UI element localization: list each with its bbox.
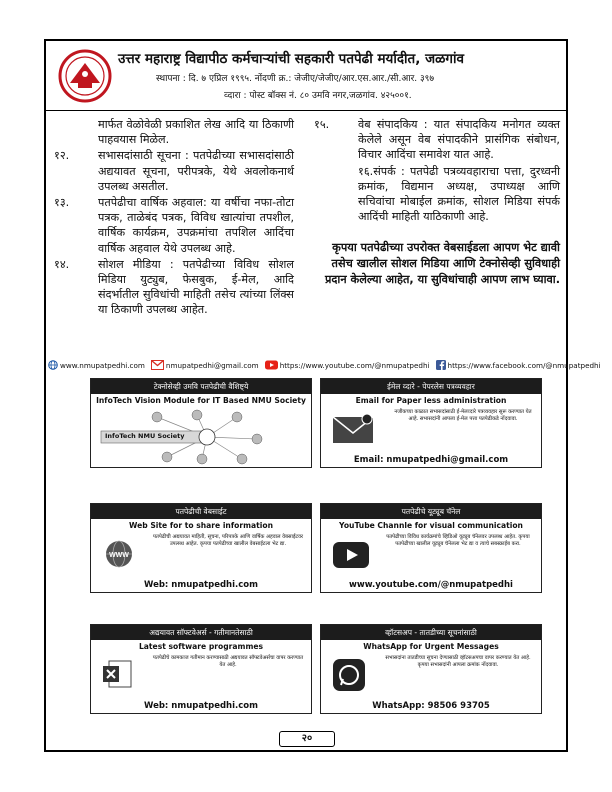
- globe-icon: [48, 360, 58, 370]
- card-paragraph: पतपेढीचे कामकाज गतीमान करण्यासाठी अद्ययावत सॉफ्टवेअर्सचा वापर करण्यात येत आहे.: [152, 655, 304, 668]
- item-text: १६.संपर्क : पतपेढी पत्रव्यवहाराचा पत्ता, दुरध्वनी क्रमांक, विद्यमान अध्यक्ष, उपाध्यक्ष आणि सचिवांचा मोबाईल क्रमांक, सोशल मिडिया संपर्क आदिंची माहिती याठिकाणी आहे.: [358, 164, 560, 224]
- youtube-link-text: https://www.youtube.com/@nmupatpedhi: [279, 360, 430, 370]
- card-paragraph: पतपेढीच्या विविध कार्यक्रमांचे व्हिडिओ यूट्यूब चॅनेलवर उपलब्ध आहेत. कृपया पतपेढीच्या खालील यूट्यूब चॅनेलला भेट द्या व त्याचे सबस्क्राईब करा.: [386, 534, 530, 547]
- list-item: [54, 195, 294, 256]
- card-heading: व्हॉटसअप - तातडीच्या सूचनांसाठी: [321, 625, 541, 640]
- card-subtitle: Web Site for to share information: [129, 521, 273, 530]
- facebook-link[interactable]: [436, 360, 601, 370]
- card-heading: अद्ययावत सॉफ्टवेअर्स - गतीमानतेसाठी: [91, 625, 311, 640]
- page-frame: [44, 39, 601, 752]
- page-header: [46, 41, 566, 111]
- item-text: सोशल मीडिया : पतपेढीच्या विविध सोशल मिडिया युट्युब, फेसबुक, ई-मेल, आदि संदर्भातील सुविधांची माहिती तसेच त्यांच्या लिंक्स या ठिकाणी उपलब्ध आहेत.: [98, 257, 294, 317]
- card-paragraph: नजीकच्या काळात सभासदांसाठी ई-मेलव्दारे पत्रव्यवहार सुरू करण्यात येत आहे. सभासदांनी आपला ई-मेल पत्ता पतपेढीकडे नोंदवावा.: [394, 409, 532, 422]
- spreadsheet-icon: [103, 659, 133, 689]
- list-item: [54, 117, 294, 147]
- whatsapp-icon: [333, 659, 365, 691]
- card-paragraph: सभासदांना तातडीच्या सूचना देण्यासाठी व्हॉटसअपचा वापर करण्यात येत आहे. कृपया सभासदांनी आपला क्रमांक नोंदवावा.: [385, 655, 531, 668]
- intro-text: मार्फत वेळोवेळी प्रकाशित लेख आदि या ठिकाणी पाहवयास मिळेल.: [98, 118, 294, 147]
- list-item: [54, 148, 294, 194]
- card-footer[interactable]: Web: nmupatpedhi.com: [144, 701, 258, 711]
- card-heading: पतपेढीची वेबसाईट: [91, 504, 311, 519]
- card-heading: ईमेल व्दारे - पेपरलेस पत्रव्यवहार: [321, 379, 541, 394]
- item-number: [54, 117, 98, 147]
- card-subtitle: YouTube Channle for visual communication: [339, 521, 523, 530]
- list-item: [314, 164, 560, 225]
- website-link-text: www.nmupatpedhi.com: [60, 360, 145, 370]
- left-column: [54, 117, 294, 319]
- infotech-label: InfoTech NMU Society: [105, 432, 185, 440]
- card-technosavvy: [90, 378, 312, 468]
- facebook-icon: [436, 360, 446, 370]
- card-footer[interactable]: Web: nmupatpedhi.com: [144, 580, 258, 590]
- svg-text:WWW: WWW: [109, 552, 129, 559]
- item-number: १२.: [54, 149, 70, 163]
- item-text: सभासदांसाठी सूचना : पतपेढीच्या सभासदांसाठी अद्ययावत सूचना, परीपत्रके, येथे अवलोकनार्थ उपलब्ध असतील.: [98, 149, 294, 193]
- card-footer[interactable]: WhatsApp: 98506 93705: [372, 701, 490, 711]
- envelope-icon: [331, 413, 375, 445]
- registration-line: स्थापना : दि. ७ एप्रिल १९९५. नोंदणी क्र.: जेजीए/जेजीए/आर.एस.आर./सी.आर. ३९७: [156, 74, 435, 84]
- item-number: १४.: [54, 257, 70, 271]
- card-heading: पतपेढीचे यूट्यूब चॅनेल: [321, 504, 541, 519]
- appeal-text: कृपया पतपेढीच्या उपरोक्त वेबसाईडला आपण भेट द्यावी तसेच खालील सोशल मिडिया आणि टेक्नोसेव्ही सुविधाही प्रदान केलेल्या आहेत, या सुविधांचाही आपण लाभ घ्यावा.: [324, 241, 560, 287]
- item-number: १५.: [314, 118, 330, 131]
- facebook-link-text: https://www.facebook.com/@nmupatpedhi: [447, 360, 601, 370]
- card-youtube: [320, 503, 542, 593]
- society-logo-icon: [58, 49, 112, 103]
- card-subtitle: WhatsApp for Urgent Messages: [363, 642, 499, 651]
- item-number: १३.: [54, 196, 70, 210]
- card-software: [90, 624, 312, 714]
- item-text: पतपेढीचा वार्षिक अहवाल: या वर्षीचा नफा-तोटा पत्रक, ताळेबंद पत्रक, विविध खात्यांचा तपशील, वार्षिक कार्यक्रम, उपक्रमांचा तपशिल आदिंचा वार्षिक अहवाल येथे उपलब्ध आहे.: [98, 196, 294, 255]
- card-heading: टेक्नोसेव्ही उमवि पतपेढीची वैशिष्ट्ये: [91, 379, 311, 394]
- society-title: उत्तर महाराष्ट्र विद्यापीठ कर्मचाऱ्यांची सहकारी पतपेढी मर्यादीत, जळगांव: [118, 51, 464, 67]
- card-paragraph: पतपेढीची अद्ययावत माहिती, सूचना, परिपत्रके आणि वार्षिक अहवाल वेबसाईटवर उपलब्ध आहेत. कृपया पतपेढीच्या खालील वेबसाईटला भेट द्या.: [152, 534, 304, 547]
- card-email: [320, 378, 542, 468]
- www-globe-icon: [101, 540, 137, 568]
- list-item: [54, 257, 294, 318]
- page-number: २०: [279, 731, 335, 747]
- address-line: व्दारा : पोस्ट बॉक्स नं. ८० उमवि नगर,जळगांव. ४२५००१.: [224, 91, 412, 101]
- youtube-icon: [265, 360, 278, 370]
- email-link-text: nmupatpedhi@gmail.com: [165, 360, 259, 370]
- social-links-bar: [48, 357, 601, 373]
- youtube-link[interactable]: [265, 360, 430, 370]
- item-number: [314, 164, 358, 225]
- card-subtitle: Latest software programmes: [138, 642, 264, 651]
- card-footer[interactable]: Email: nmupatpedhi@gmail.com: [353, 455, 509, 465]
- card-whatsapp: [320, 624, 542, 714]
- card-footer[interactable]: www.youtube.com/@nmupatpedhi: [349, 580, 513, 590]
- card-subtitle: InfoTech Vision Module for IT Based NMU Society: [96, 396, 306, 405]
- item-text: वेब संपादकिय : यात संपादकिय मनोगत व्यक्त केलेले असून वेब संपादकीने प्रासंगिक संबोधन, विचार आदिंचा समावेश यात आहे.: [358, 118, 560, 162]
- card-website: [90, 503, 312, 593]
- website-link[interactable]: [48, 360, 145, 370]
- youtube-play-icon: [333, 542, 369, 568]
- list-item: [314, 117, 560, 163]
- gmail-icon: [151, 360, 164, 370]
- card-subtitle: Email for Paper less administration: [355, 396, 507, 405]
- right-column: [314, 117, 560, 288]
- email-link[interactable]: [151, 360, 259, 370]
